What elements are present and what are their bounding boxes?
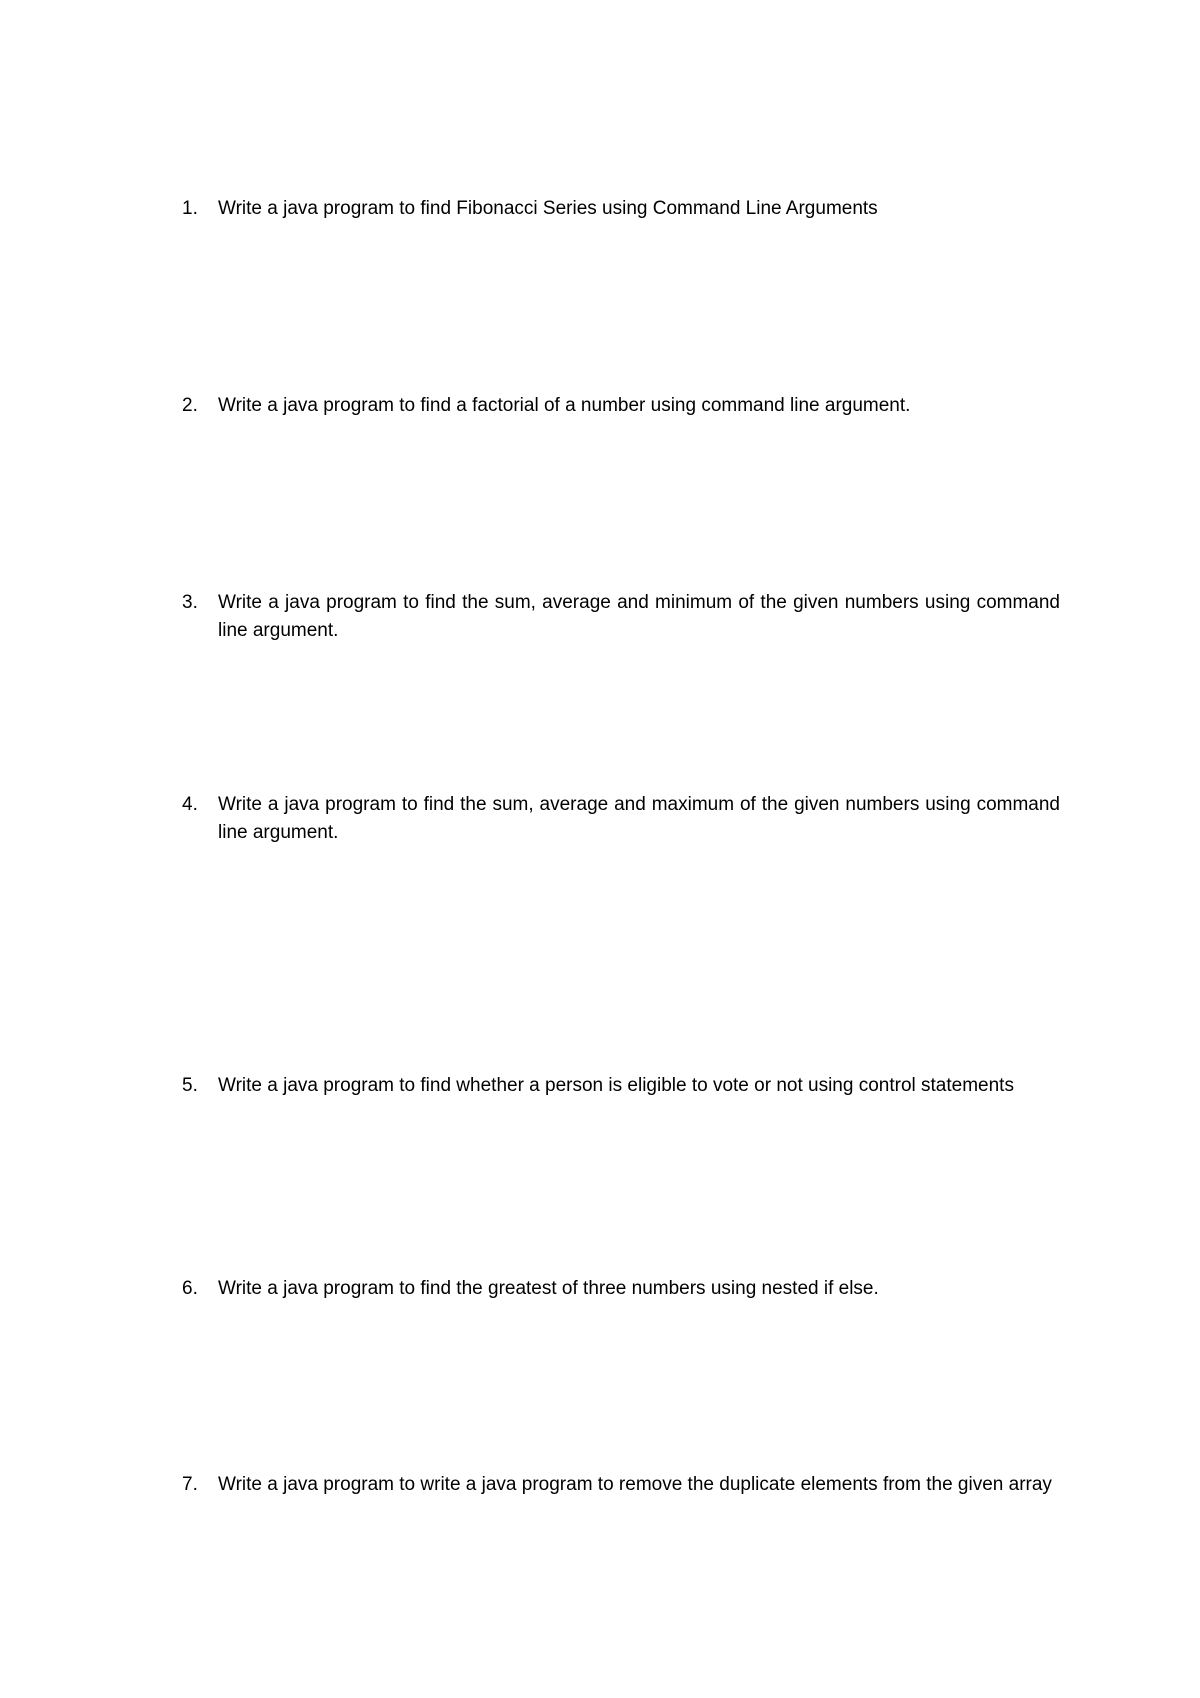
question-text: Write a java program to find the sum, average and maximum of the given numbers using command line argument. [218,794,1060,843]
question-text: Write a java program to find the sum, average and minimum of the given numbers using command line argument. [218,592,1060,641]
question-number: 4. [182,794,198,815]
question-text: Write a java program to find a factorial of a number using command line argument. [218,395,911,416]
question-number: 7. [182,1474,198,1495]
question-item [182,791,1060,847]
question-text: Write a java program to find whether a person is eligible to vote or not using control statements [218,1075,1014,1096]
question-number: 1. [182,198,198,219]
question-number: 3. [182,592,198,613]
question-number: 2. [182,395,198,416]
question-item [182,1072,1060,1100]
question-text: Write a java program to find Fibonacci Series using Command Line Arguments [218,198,878,219]
question-item [182,589,1060,645]
question-item [182,195,1060,223]
question-text: Write a java program to find the greatest of three numbers using nested if else. [218,1278,879,1299]
question-text: Write a java program to write a java program to remove the duplicate elements from the given array [218,1474,1052,1495]
question-item [182,1471,1060,1499]
question-number: 6. [182,1278,198,1299]
question-item [182,392,1060,420]
question-number: 5. [182,1075,198,1096]
question-item [182,1275,1060,1303]
